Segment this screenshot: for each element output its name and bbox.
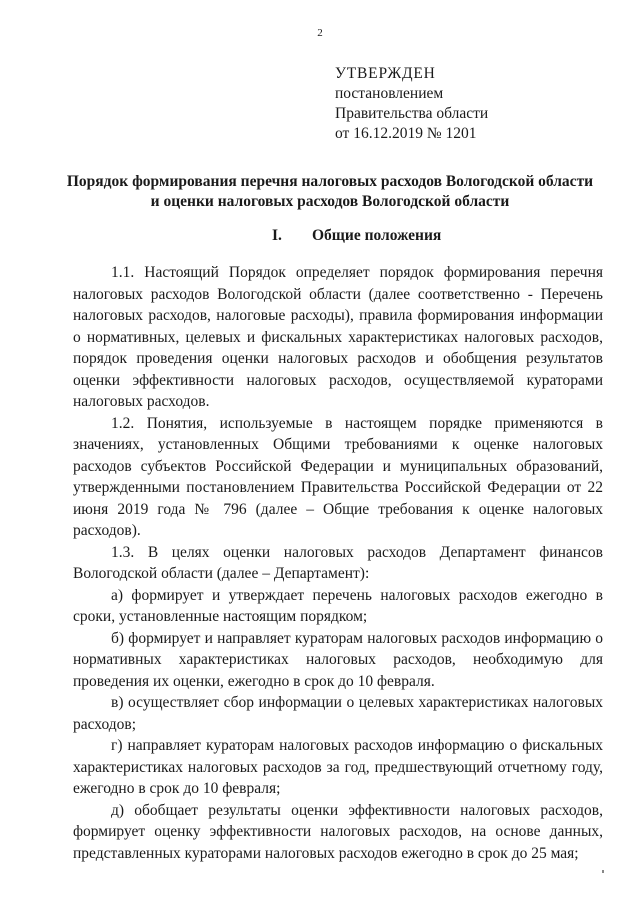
paragraph: 1.2. Понятия, используемые в настоящем порядке применяются в значениях, установленных Общими требованиями к оценке налоговых расходов субъектов Российской Федерации и муниципальных образований, утвержденными постановлением Правительства Российской Федерации от 22 июня 2019 года № 796 (далее – Общие требования к оценке налоговых расходов).	[73, 414, 603, 539]
page-number: 2	[317, 27, 323, 39]
approval-date-number: от 16.12.2019 № 1201	[335, 125, 477, 142]
approval-line: постановлением	[335, 85, 444, 102]
approval-block	[335, 64, 488, 144]
scan-mark	[602, 870, 604, 873]
list-item: в) осуществляет сбор информации о целевых характеристиках налоговых расходов;	[73, 694, 603, 733]
approval-heading: УТВЕРЖДЕН	[335, 65, 436, 82]
body-text	[73, 262, 603, 864]
list-item: д) обобщает результаты оценки эффективности налоговых расходов, формирует оценку эффективности налоговых расходов, на основе данных, представленных кураторами налоговых расходов ежегодно в срок до 25 мая;	[73, 801, 603, 862]
section-number: I.	[272, 227, 282, 244]
title-line: и оценки налоговых расходов Вологодской области	[150, 193, 510, 210]
section-title: Общие положения	[312, 227, 442, 244]
paragraph: 1.3. В целях оценки налоговых расходов Департамент финансов Вологодской области (далее – Департамент):	[73, 543, 603, 582]
paragraph: 1.1. Настоящий Порядок определяет порядок формирования перечня налоговых расходов Вологодской области (далее соответственно - Перечень налоговых расходов, налоговые расходы), правила формирования информации о нормативных, целевых и фискальных характеристиках налоговых расходов, порядок проведения оценки налоговых расходов и обобщения результатов оценки эффективности налоговых расходов, осуществляемой кураторами налоговых расходов.	[73, 264, 603, 410]
approval-line: Правительства области	[335, 105, 489, 122]
list-item: б) формирует и направляет кураторам налоговых расходов информацию о нормативных характеристиках налоговых расходов, необходимую для проведения их оценки, ежегодно в срок до 10 февраля.	[73, 629, 603, 690]
list-item: а) формирует и утверждает перечень налоговых расходов ежегодно в сроки, установленные настоящим порядком;	[73, 586, 603, 625]
title-line: Порядок формирования перечня налоговых расходов Вологодской области	[66, 173, 594, 190]
document-title	[60, 172, 600, 212]
list-item: г) направляет кураторам налоговых расходов информацию о фискальных характеристиках налоговых расходов за год, предшествующий отчетному году, ежегодно в срок до 10 февраля;	[73, 737, 603, 797]
